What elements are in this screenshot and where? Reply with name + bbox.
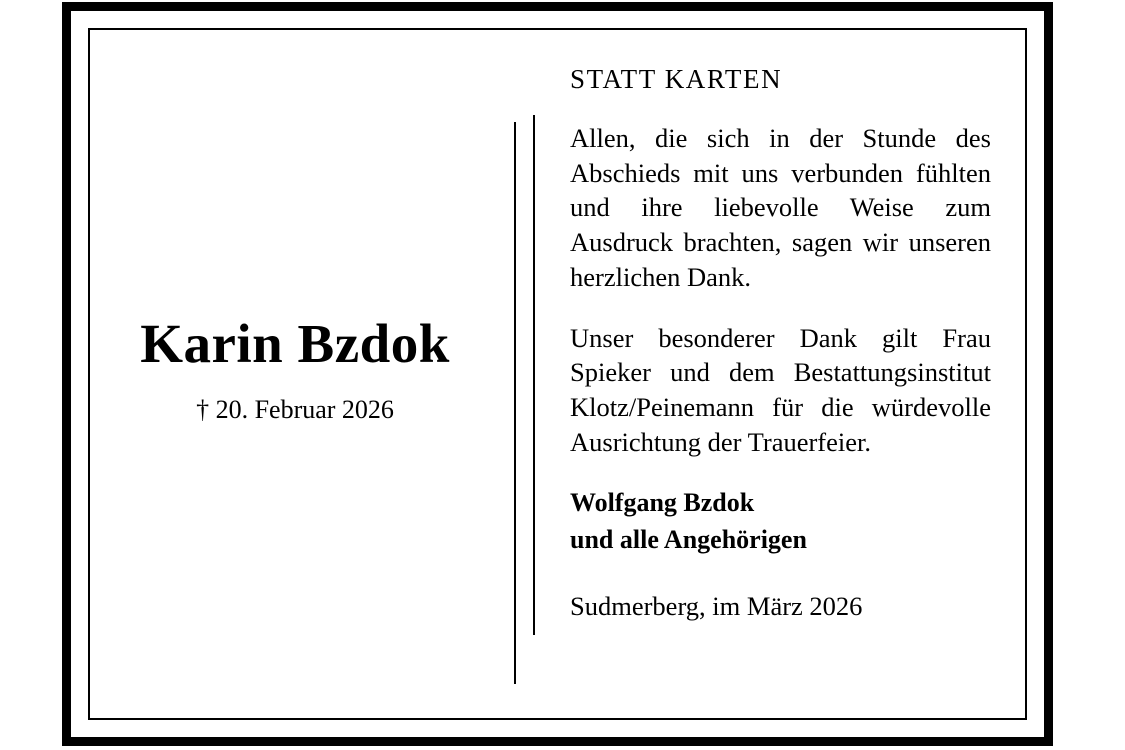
deceased-name: Karin Bzdok	[140, 313, 450, 375]
notice-content	[90, 30, 1025, 718]
text-column	[552, 30, 1025, 718]
thanks-paragraph-1: Allen, die sich in der Stunde des Abschieds mit uns verbunden fühlten und ihre liebevolle Weise zum Ausdruck brachten, sagen wir unseren herzlichen Dank.	[570, 123, 991, 292]
vertical-rule-inner	[533, 115, 535, 635]
notice-heading: STATT KARTEN	[570, 64, 783, 94]
signature-line-2: und alle Angehörigen	[570, 525, 807, 555]
vertical-rule-outer	[514, 122, 516, 684]
name-column	[90, 30, 500, 718]
outer-border	[62, 2, 1053, 746]
signature-line-1: Wolfgang Bzdok	[570, 488, 755, 518]
place-and-date: Sudmerberg, im März 2026	[570, 591, 863, 622]
divider-rules	[500, 30, 552, 718]
death-date: † 20. Februar 2026	[196, 394, 394, 424]
inner-border	[88, 28, 1027, 720]
signature-block	[570, 485, 991, 559]
thanks-paragraph-2: Unser besonderer Dank gilt Frau Spieker und dem Bestattungsinstitut Klotz/Peinemann für die würdevolle Ausrichtung der Trauerfeier.	[570, 322, 991, 457]
